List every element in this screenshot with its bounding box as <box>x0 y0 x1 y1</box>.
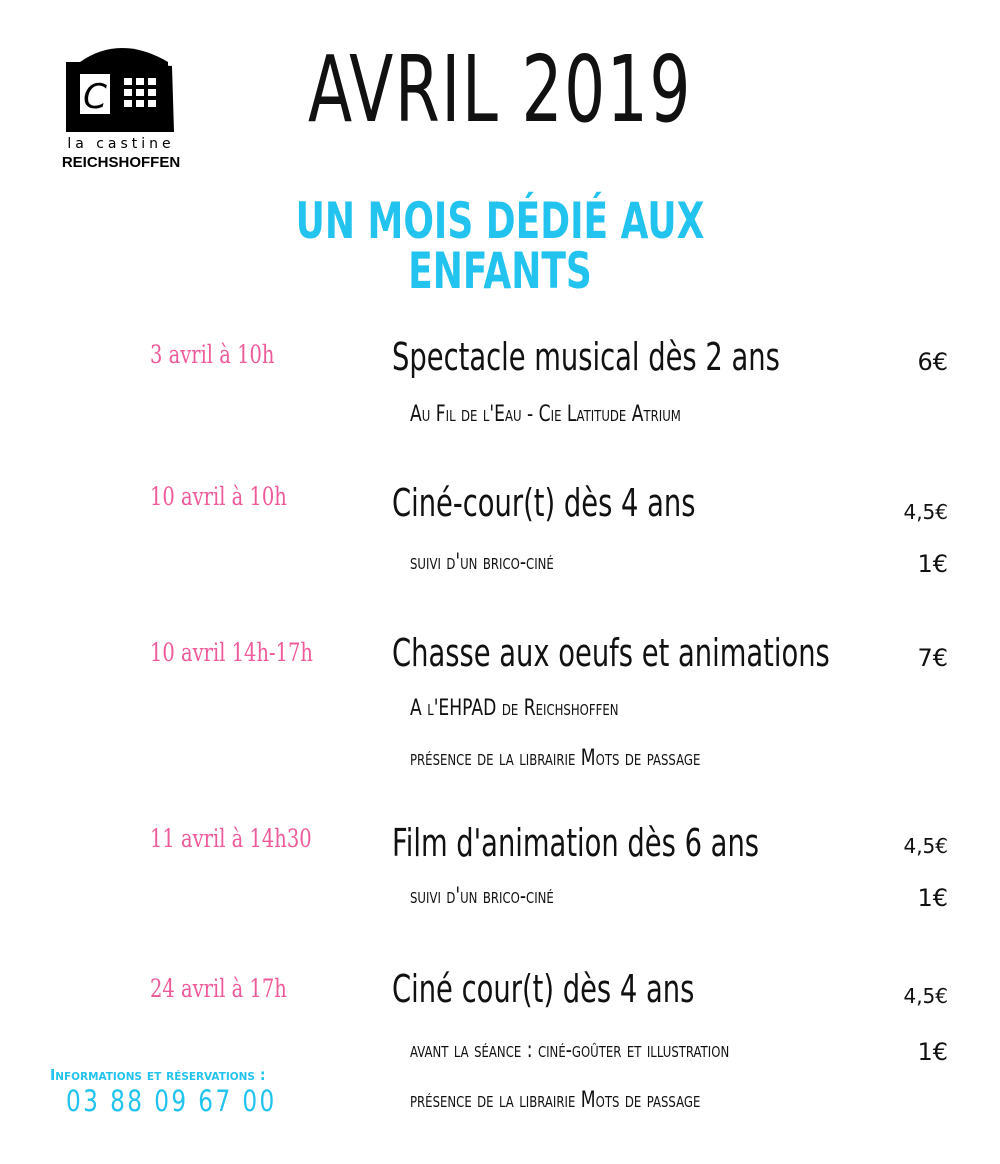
event-detail: suivi d'un brico-ciné <box>410 550 554 575</box>
event-detail: présence de la librairie Mots de passage <box>410 1088 701 1113</box>
event-detail-price: 1€ <box>917 1038 948 1066</box>
page-title: AVRIL 2019 <box>308 36 692 143</box>
event-title: Spectacle musical dès 2 ans <box>392 335 780 379</box>
event-detail: A l'EHPAD de Reichshoffen <box>410 696 619 721</box>
event-date: 3 avril à 10h <box>150 340 275 369</box>
event-price: 6€ <box>917 348 948 376</box>
event-title: Chasse aux oeufs et animations <box>392 631 830 675</box>
svg-text:C: C <box>83 77 107 117</box>
event-detail: Au Fil de l'Eau - Cie Latitude Atrium <box>410 402 681 427</box>
event-date: 11 avril à 14h30 <box>150 824 312 853</box>
event-price: 4,5€ <box>903 500 948 524</box>
info-label: Informations et réservations : <box>50 1066 266 1084</box>
event-detail-price: 1€ <box>917 884 948 912</box>
event-detail: suivi d'un brico-ciné <box>410 884 554 909</box>
castine-building-icon <box>60 40 185 135</box>
event-title: Ciné cour(t) dès 4 ans <box>392 967 695 1011</box>
event-date: 10 avril 14h-17h <box>150 638 313 667</box>
event-price: 4,5€ <box>903 834 948 858</box>
castine-logo <box>60 40 185 175</box>
logo-name: la castine <box>67 136 175 152</box>
event-price: 4,5€ <box>903 984 948 1008</box>
event-date: 24 avril à 17h <box>150 974 287 1003</box>
event-detail: avant la séance : ciné-goûter et illustration <box>410 1038 730 1063</box>
event-title: Ciné-cour(t) dès 4 ans <box>392 481 696 525</box>
info-phone[interactable]: 03 88 09 67 00 <box>66 1084 277 1118</box>
logo-town: REICHSHOFFEN <box>61 154 181 171</box>
page-subtitle: UN MOIS DÉDIÉ AUX ENFANTS <box>295 192 705 300</box>
event-title: Film d'animation dès 6 ans <box>392 821 760 865</box>
event-price: 7€ <box>917 644 948 672</box>
event-date: 10 avril à 10h <box>150 482 287 511</box>
event-detail: présence de la librairie Mots de passage <box>410 746 701 771</box>
event-detail-price: 1€ <box>917 550 948 578</box>
